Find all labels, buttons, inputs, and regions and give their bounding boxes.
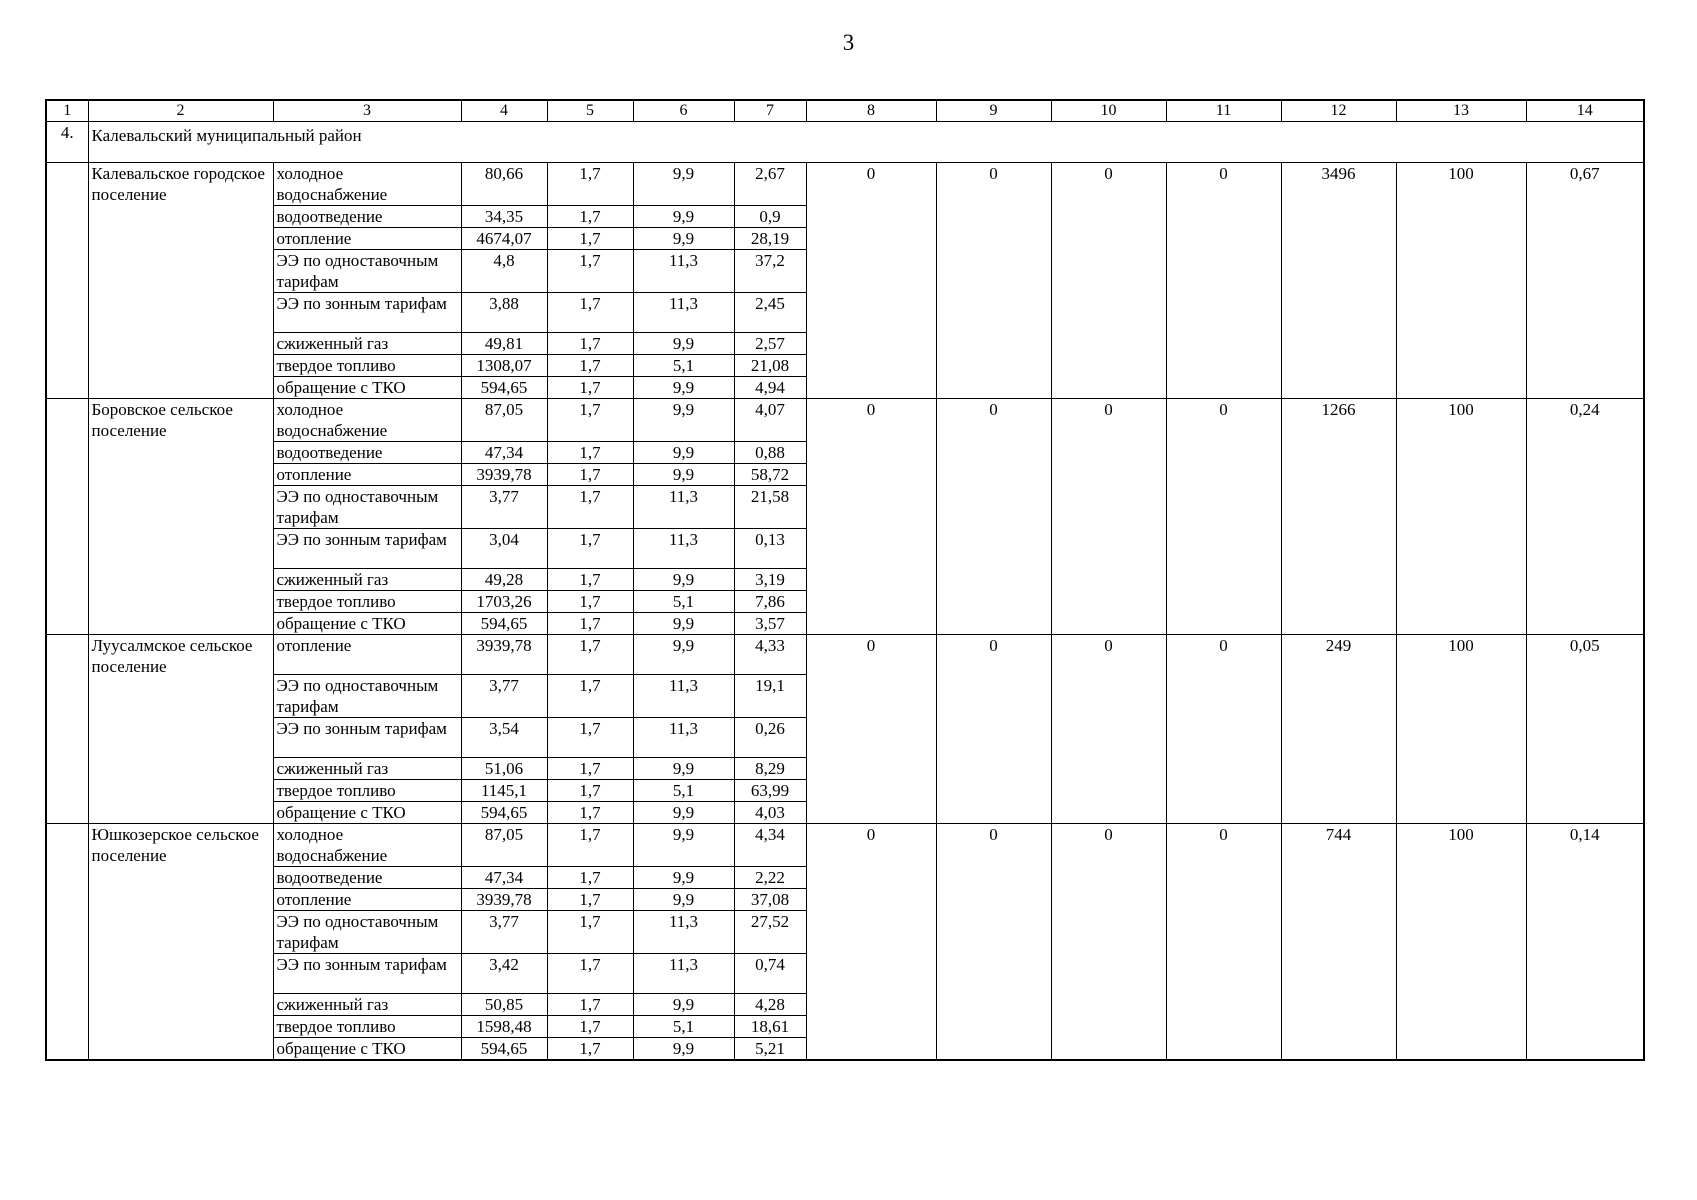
- cell-col6: 9,9: [633, 1038, 734, 1061]
- cell-col4: 3939,78: [461, 464, 547, 486]
- cell-col12: 744: [1281, 824, 1396, 1061]
- cell-col7: 18,61: [734, 1016, 806, 1038]
- cell-col10: 0: [1051, 824, 1166, 1061]
- cell-col5: 1,7: [547, 718, 633, 758]
- cell-col9: 0: [936, 824, 1051, 1061]
- cell-col10: 0: [1051, 635, 1166, 824]
- cell-col10: 0: [1051, 163, 1166, 399]
- cell-col9: 0: [936, 163, 1051, 399]
- cell-col14: 0,67: [1526, 163, 1644, 399]
- service-name: ЭЭ по одноставочным тарифам: [273, 250, 461, 293]
- cell-col11: 0: [1166, 163, 1281, 399]
- cell-col7: 4,28: [734, 994, 806, 1016]
- cell-col7: 3,57: [734, 613, 806, 635]
- cell-col5: 1,7: [547, 824, 633, 867]
- service-name: водоотведение: [273, 442, 461, 464]
- header-cell-8: 8: [806, 100, 936, 122]
- header-cell-12: 12: [1281, 100, 1396, 122]
- service-name: отопление: [273, 228, 461, 250]
- service-name: сжиженный газ: [273, 569, 461, 591]
- blank-cell: [46, 163, 88, 399]
- cell-col5: 1,7: [547, 206, 633, 228]
- cell-col5: 1,7: [547, 399, 633, 442]
- cell-col4: 1598,48: [461, 1016, 547, 1038]
- cell-col13: 100: [1396, 399, 1526, 635]
- cell-col7: 5,21: [734, 1038, 806, 1061]
- blank-cell: [46, 824, 88, 1061]
- cell-col5: 1,7: [547, 1038, 633, 1061]
- cell-col7: 0,9: [734, 206, 806, 228]
- cell-col7: 63,99: [734, 780, 806, 802]
- header-cell-14: 14: [1526, 100, 1644, 122]
- cell-col6: 9,9: [633, 442, 734, 464]
- cell-col11: 0: [1166, 399, 1281, 635]
- cell-col5: 1,7: [547, 994, 633, 1016]
- cell-col5: 1,7: [547, 228, 633, 250]
- cell-col8: 0: [806, 399, 936, 635]
- cell-col5: 1,7: [547, 1016, 633, 1038]
- cell-col12: 249: [1281, 635, 1396, 824]
- header-cell-5: 5: [547, 100, 633, 122]
- cell-col7: 27,52: [734, 911, 806, 954]
- cell-col4: 34,35: [461, 206, 547, 228]
- cell-col4: 594,65: [461, 613, 547, 635]
- cell-col5: 1,7: [547, 464, 633, 486]
- cell-col4: 4,8: [461, 250, 547, 293]
- cell-col7: 21,58: [734, 486, 806, 529]
- district-number: 4.: [46, 122, 88, 163]
- cell-col8: 0: [806, 824, 936, 1061]
- cell-col13: 100: [1396, 635, 1526, 824]
- cell-col7: 21,08: [734, 355, 806, 377]
- service-name: холодное водоснабжение: [273, 824, 461, 867]
- district-name: Калевальский муниципальный район: [88, 122, 1644, 163]
- header-cell-4: 4: [461, 100, 547, 122]
- cell-col4: 3939,78: [461, 889, 547, 911]
- service-name: обращение с ТКО: [273, 377, 461, 399]
- service-name: ЭЭ по зонным тарифам: [273, 954, 461, 994]
- cell-col4: 47,34: [461, 867, 547, 889]
- cell-col8: 0: [806, 635, 936, 824]
- service-name: твердое топливо: [273, 591, 461, 613]
- cell-col7: 19,1: [734, 675, 806, 718]
- cell-col6: 11,3: [633, 954, 734, 994]
- service-name: холодное водоснабжение: [273, 399, 461, 442]
- table-row: [46, 399, 1644, 442]
- cell-col9: 0: [936, 635, 1051, 824]
- cell-col6: 9,9: [633, 889, 734, 911]
- service-name: отопление: [273, 635, 461, 675]
- cell-col6: 11,3: [633, 675, 734, 718]
- cell-col7: 2,57: [734, 333, 806, 355]
- cell-col7: 8,29: [734, 758, 806, 780]
- cell-col14: 0,24: [1526, 399, 1644, 635]
- cell-col7: 4,33: [734, 635, 806, 675]
- blank-cell: [46, 635, 88, 824]
- cell-col4: 1145,1: [461, 780, 547, 802]
- cell-col5: 1,7: [547, 758, 633, 780]
- table-row: [46, 824, 1644, 867]
- header-cell-6: 6: [633, 100, 734, 122]
- service-name: обращение с ТКО: [273, 613, 461, 635]
- table-row: [46, 163, 1644, 206]
- cell-col6: 9,9: [633, 333, 734, 355]
- service-name: ЭЭ по зонным тарифам: [273, 718, 461, 758]
- service-name: твердое топливо: [273, 1016, 461, 1038]
- cell-col6: 9,9: [633, 569, 734, 591]
- header-row: [46, 100, 1644, 122]
- cell-col4: 50,85: [461, 994, 547, 1016]
- cell-col5: 1,7: [547, 529, 633, 569]
- cell-col5: 1,7: [547, 675, 633, 718]
- cell-col8: 0: [806, 163, 936, 399]
- cell-col6: 11,3: [633, 486, 734, 529]
- cell-col6: 11,3: [633, 250, 734, 293]
- cell-col7: 37,2: [734, 250, 806, 293]
- cell-col7: 2,22: [734, 867, 806, 889]
- cell-col6: 11,3: [633, 529, 734, 569]
- service-name: твердое топливо: [273, 780, 461, 802]
- service-name: обращение с ТКО: [273, 802, 461, 824]
- cell-col5: 1,7: [547, 377, 633, 399]
- header-cell-9: 9: [936, 100, 1051, 122]
- service-name: ЭЭ по одноставочным тарифам: [273, 911, 461, 954]
- cell-col5: 1,7: [547, 889, 633, 911]
- cell-col10: 0: [1051, 399, 1166, 635]
- header-cell-10: 10: [1051, 100, 1166, 122]
- cell-col7: 0,88: [734, 442, 806, 464]
- cell-col5: 1,7: [547, 802, 633, 824]
- cell-col4: 49,28: [461, 569, 547, 591]
- cell-col4: 3939,78: [461, 635, 547, 675]
- cell-col7: 3,19: [734, 569, 806, 591]
- cell-col5: 1,7: [547, 163, 633, 206]
- cell-col5: 1,7: [547, 591, 633, 613]
- cell-col6: 9,9: [633, 228, 734, 250]
- settlement-name: Калевальское городское поселение: [88, 163, 273, 399]
- cell-col7: 4,07: [734, 399, 806, 442]
- settlement-name: Юшкозерское сельское поселение: [88, 824, 273, 1061]
- service-name: сжиженный газ: [273, 758, 461, 780]
- cell-col6: 9,9: [633, 399, 734, 442]
- header-cell-2: 2: [88, 100, 273, 122]
- cell-col6: 5,1: [633, 355, 734, 377]
- cell-col5: 1,7: [547, 293, 633, 333]
- cell-col14: 0,14: [1526, 824, 1644, 1061]
- cell-col4: 1703,26: [461, 591, 547, 613]
- header-cell-7: 7: [734, 100, 806, 122]
- cell-col5: 1,7: [547, 635, 633, 675]
- blank-cell: [46, 399, 88, 635]
- cell-col4: 594,65: [461, 802, 547, 824]
- cell-col6: 9,9: [633, 206, 734, 228]
- cell-col7: 2,67: [734, 163, 806, 206]
- cell-col5: 1,7: [547, 613, 633, 635]
- service-name: обращение с ТКО: [273, 1038, 461, 1061]
- header-cell-13: 13: [1396, 100, 1526, 122]
- cell-col5: 1,7: [547, 867, 633, 889]
- service-name: ЭЭ по одноставочным тарифам: [273, 675, 461, 718]
- cell-col14: 0,05: [1526, 635, 1644, 824]
- cell-col7: 7,86: [734, 591, 806, 613]
- cell-col6: 11,3: [633, 911, 734, 954]
- cell-col6: 9,9: [633, 758, 734, 780]
- cell-col4: 3,54: [461, 718, 547, 758]
- cell-col7: 28,19: [734, 228, 806, 250]
- settlement-name: Луусалмское сельское поселение: [88, 635, 273, 824]
- cell-col6: 9,9: [633, 802, 734, 824]
- service-name: отопление: [273, 464, 461, 486]
- cell-col5: 1,7: [547, 333, 633, 355]
- table-row: [46, 635, 1644, 675]
- cell-col11: 0: [1166, 635, 1281, 824]
- cell-col6: 9,9: [633, 867, 734, 889]
- cell-col4: 3,77: [461, 911, 547, 954]
- cell-col4: 3,77: [461, 486, 547, 529]
- cell-col6: 5,1: [633, 1016, 734, 1038]
- service-name: водоотведение: [273, 867, 461, 889]
- cell-col4: 80,66: [461, 163, 547, 206]
- cell-col7: 37,08: [734, 889, 806, 911]
- service-name: холодное водоснабжение: [273, 163, 461, 206]
- cell-col5: 1,7: [547, 780, 633, 802]
- cell-col4: 3,88: [461, 293, 547, 333]
- service-name: сжиженный газ: [273, 333, 461, 355]
- tariff-table: [45, 99, 1645, 1061]
- cell-col12: 1266: [1281, 399, 1396, 635]
- cell-col4: 49,81: [461, 333, 547, 355]
- cell-col7: 4,03: [734, 802, 806, 824]
- service-name: ЭЭ по зонным тарифам: [273, 529, 461, 569]
- cell-col7: 0,13: [734, 529, 806, 569]
- cell-col7: 58,72: [734, 464, 806, 486]
- cell-col6: 9,9: [633, 824, 734, 867]
- cell-col13: 100: [1396, 824, 1526, 1061]
- cell-col6: 9,9: [633, 163, 734, 206]
- cell-col6: 9,9: [633, 613, 734, 635]
- header-cell-11: 11: [1166, 100, 1281, 122]
- service-name: ЭЭ по одноставочным тарифам: [273, 486, 461, 529]
- cell-col5: 1,7: [547, 250, 633, 293]
- district-row: [46, 122, 1644, 163]
- cell-col4: 47,34: [461, 442, 547, 464]
- cell-col13: 100: [1396, 163, 1526, 399]
- cell-col6: 11,3: [633, 718, 734, 758]
- cell-col4: 87,05: [461, 399, 547, 442]
- header-cell-1: 1: [46, 100, 88, 122]
- cell-col4: 3,04: [461, 529, 547, 569]
- cell-col4: 1308,07: [461, 355, 547, 377]
- cell-col7: 0,74: [734, 954, 806, 994]
- cell-col7: 2,45: [734, 293, 806, 333]
- cell-col6: 9,9: [633, 635, 734, 675]
- cell-col4: 3,42: [461, 954, 547, 994]
- cell-col11: 0: [1166, 824, 1281, 1061]
- cell-col6: 9,9: [633, 994, 734, 1016]
- cell-col5: 1,7: [547, 569, 633, 591]
- cell-col4: 4674,07: [461, 228, 547, 250]
- cell-col4: 594,65: [461, 1038, 547, 1061]
- cell-col9: 0: [936, 399, 1051, 635]
- service-name: ЭЭ по зонным тарифам: [273, 293, 461, 333]
- cell-col4: 594,65: [461, 377, 547, 399]
- service-name: отопление: [273, 889, 461, 911]
- header-cell-3: 3: [273, 100, 461, 122]
- settlement-name: Боровское сельское поселение: [88, 399, 273, 635]
- cell-col6: 9,9: [633, 377, 734, 399]
- cell-col5: 1,7: [547, 954, 633, 994]
- cell-col6: 11,3: [633, 293, 734, 333]
- cell-col7: 0,26: [734, 718, 806, 758]
- cell-col4: 87,05: [461, 824, 547, 867]
- cell-col6: 5,1: [633, 780, 734, 802]
- cell-col5: 1,7: [547, 355, 633, 377]
- cell-col5: 1,7: [547, 486, 633, 529]
- cell-col4: 51,06: [461, 758, 547, 780]
- service-name: сжиженный газ: [273, 994, 461, 1016]
- page-number: 3: [842, 30, 855, 55]
- cell-col5: 1,7: [547, 442, 633, 464]
- cell-col7: 4,94: [734, 377, 806, 399]
- cell-col12: 3496: [1281, 163, 1396, 399]
- cell-col4: 3,77: [461, 675, 547, 718]
- cell-col6: 5,1: [633, 591, 734, 613]
- cell-col5: 1,7: [547, 911, 633, 954]
- cell-col6: 9,9: [633, 464, 734, 486]
- table-body: [46, 100, 1644, 1060]
- service-name: твердое топливо: [273, 355, 461, 377]
- cell-col7: 4,34: [734, 824, 806, 867]
- service-name: водоотведение: [273, 206, 461, 228]
